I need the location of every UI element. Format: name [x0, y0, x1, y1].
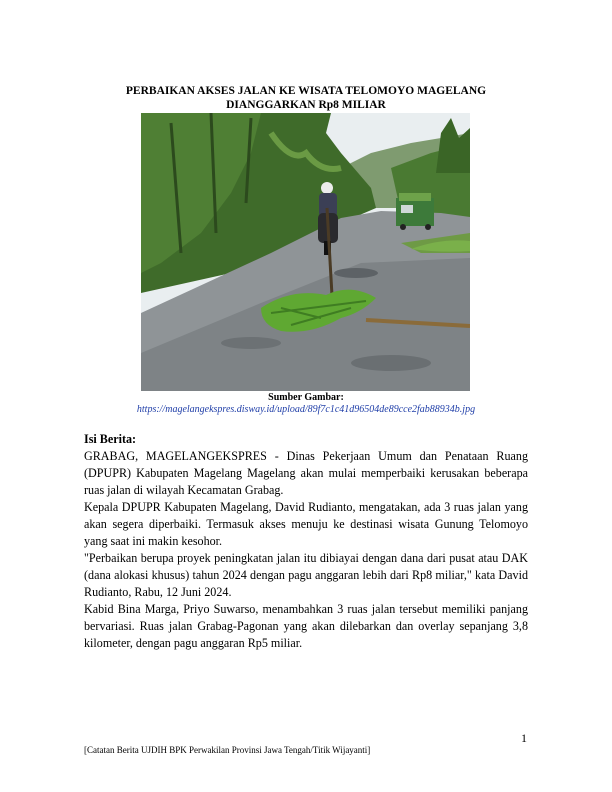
paragraph-3: "Perbaikan berupa proyek peningkatan jalan itu dibiayai dengan dana dari pusat atau DAK (dana alokasi khusus) tahun 2024 dengan pagu anggaran lebih dari Rp8 miliar," kata David Rudianto, Rabu, 12 Juni 2024.	[84, 551, 528, 599]
paragraph-2: Kepala DPUPR Kabupaten Magelang, David Rudianto, mengatakan, ada 3 ruas jalan yang akan segera diperbaiki. Termasuk akses menuju ke destinasi wisata Gunung Telomoyo yang saat ini makin kesohor.	[84, 500, 528, 548]
caption-label: Sumber Gambar:	[268, 392, 344, 403]
page-number: 1	[521, 731, 527, 745]
footer-note: [Catatan Berita UJDIH BPK Perwakilan Provinsi Jawa Tengah/Titik Wijayanti]	[84, 745, 371, 755]
image-caption	[100, 392, 512, 416]
article-title	[100, 84, 512, 112]
title-line-1: PERBAIKAN AKSES JALAN KE WISATA TELOMOYO MAGELANG	[125, 85, 487, 97]
news-photo	[141, 113, 470, 391]
content-heading: Isi Berita:	[84, 432, 137, 446]
photo-rider-helmet	[321, 182, 333, 194]
photo-pothole	[334, 268, 378, 278]
article-body	[84, 431, 528, 652]
title-line-2: DIANGGARKAN Rp8 MILIAR	[226, 99, 386, 111]
paragraph-4: Kabid Bina Marga, Priyo Suwarso, menambahkan 3 ruas jalan tersebut memiliki panjang bervariasi. Ruas jalan Grabag-Pagonan yang akan dilebarkan dan overlay sepanjang 3,8 kilometer, dengan pagu anggaran Rp5 miliar.	[84, 602, 528, 650]
paragraph-1: GRABAG, MAGELANGEKSPRES - Dinas Pekerjaan Umum dan Penataan Ruang (DPUPR) Kabupaten Magelang Magelang akan mulai memperbaiki kerusakan beberapa ruas jalan di wilayah Kecamatan Grabag.	[84, 449, 528, 497]
caption-url[interactable]: https://magelangekspres.disway.id/upload/89f7c1c41d96504de89cce2fab88934b.jpg	[136, 404, 476, 415]
